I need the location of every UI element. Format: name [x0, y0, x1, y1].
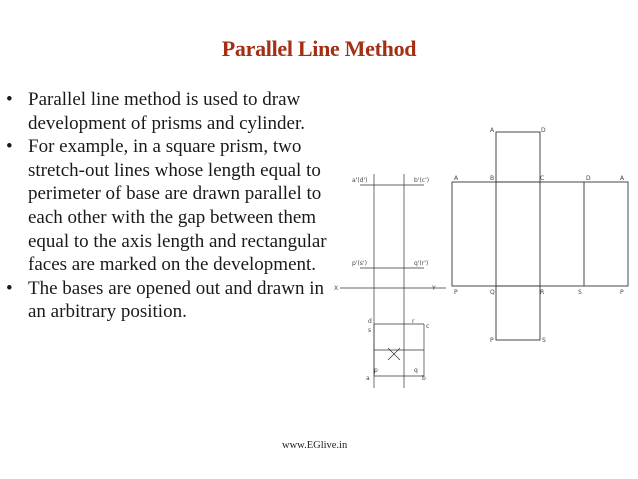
label-row2-p2: P: [620, 289, 624, 296]
bullet-icon: •: [6, 136, 13, 158]
label-s: s: [368, 327, 372, 334]
label-d: d: [368, 318, 372, 325]
bullet-text: For example, in a square prism, two stretch-out lines whose length equal to perimeter of base are drawn parallel to each other with the gap between them equal to the axis length and rectangular faces are marked on the development.: [28, 136, 327, 276]
development-labels: [454, 127, 625, 344]
bullet-item: [4, 277, 340, 324]
label-row1-d: D: [586, 175, 591, 182]
label-row1-b: B: [490, 175, 495, 182]
orthographic-projection: [340, 174, 446, 388]
label-bottom-s: S: [542, 337, 546, 344]
label-q: q: [414, 367, 418, 374]
label-top-d: D: [541, 127, 546, 134]
label-row2-s: S: [578, 289, 582, 296]
label-row2-r: R: [540, 289, 545, 296]
label-row1-a: A: [454, 175, 459, 182]
label-a: a: [366, 375, 370, 382]
label-row1-c: C: [540, 175, 545, 182]
bullet-list: [4, 88, 340, 324]
development-outline: [452, 132, 628, 340]
label-x: X: [334, 285, 339, 292]
label-bottom-p: P: [490, 337, 494, 344]
label-q-r-prime: q'(r'): [414, 260, 429, 267]
bullet-icon: •: [6, 89, 13, 110]
label-row2-p: P: [454, 289, 458, 296]
label-row1-a2: A: [620, 175, 625, 182]
projection-labels: [334, 177, 436, 382]
bullet-text: Parallel line method is used to draw development of prisms and cylinder.: [28, 89, 306, 134]
bullet-item: [4, 88, 340, 135]
prism-development-drawing: [330, 118, 638, 388]
label-p: p: [374, 367, 378, 374]
label-b: b: [422, 375, 426, 382]
bullet-item: [4, 135, 340, 277]
label-row2-q: Q: [490, 289, 495, 296]
bullet-text: The bases are opened out and drawn in an arbitrary position.: [28, 277, 324, 323]
label-r: r: [412, 318, 415, 325]
label-top-a: A: [490, 127, 495, 134]
label-p-s-prime: p'(s'): [352, 260, 367, 267]
slide-title: Parallel Line Method: [221, 36, 417, 61]
bullet-icon: •: [6, 277, 13, 299]
label-a-d-prime: a'(d'): [352, 177, 368, 184]
footer-url: www.EGlive.in: [282, 440, 348, 451]
label-y: Y: [432, 285, 436, 292]
label-b-c-prime: b'(c'): [414, 177, 430, 184]
label-c: c: [426, 323, 430, 330]
